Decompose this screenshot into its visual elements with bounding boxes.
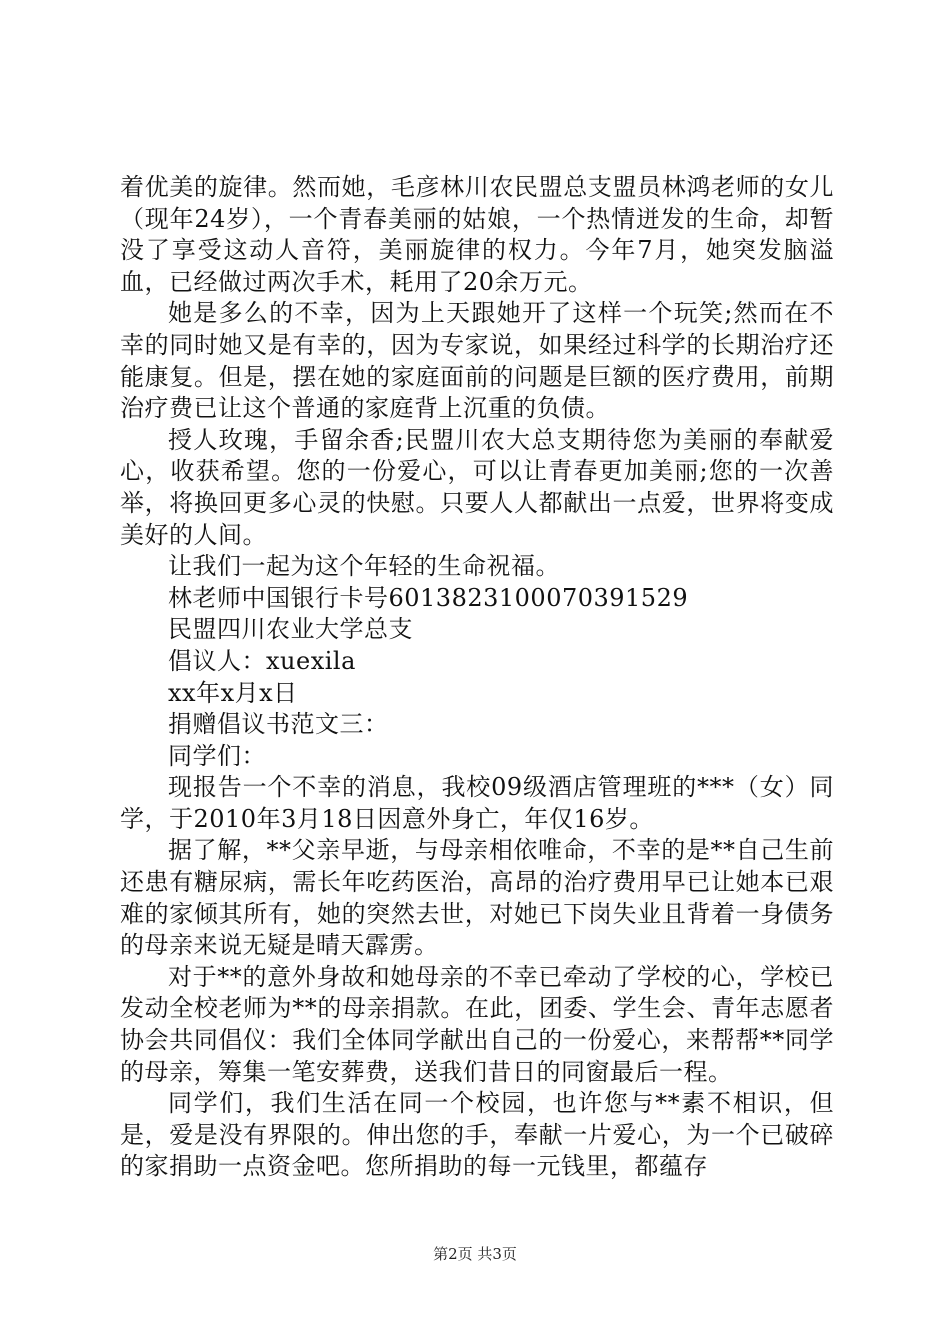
- initiator-line: 倡议人：xuexila: [168, 646, 356, 675]
- paragraph-3: 授人玫瑰，手留余香;民盟川农大总支期待您为美丽的奉献爱心，收获希望。您的一份爱心，可以让青春更加美丽;您的一次善举，将换回更多心灵的快慰。只要人人都献出一点爱，世界将变成美好的人间。: [120, 425, 834, 549]
- paragraph-4: 让我们一起为这个年轻的生命祝福。: [168, 552, 560, 581]
- organization-line: 民盟四川农业大学总支: [168, 615, 413, 644]
- paragraph-14: 同学们，我们生活在同一个校园，也许您与**素不相识，但是，爱是没有界限的。伸出您的手，奉献一片爱心，为一个已破碎的家捐助一点资金吧。您所捐助的每一元钱里，都蕴存: [120, 1089, 834, 1181]
- paragraph-11: 现报告一个不幸的消息，我校09级酒店管理班的***（女）同学，于2010年3月18日因意外身亡，年仅16岁。: [120, 773, 834, 833]
- paragraph-1: 着优美的旋律。然而她，毛彦林川农民盟总支盟员林鸿老师的女儿（现年24岁），一个青春美丽的姑娘，一个热情迸发的生命，却暂没了享受这动人音符，美丽旋律的权力。今年7月，她突发脑溢血，已经做过两次手术，耗用了20余万元。: [120, 173, 834, 296]
- paragraph-13: 对于**的意外身故和她母亲的不幸已牵动了学校的心，学校已发动全校老师为**的母亲捐款。在此，团委、学生会、青年志愿者协会共同倡仪：我们全体同学献出自己的一份爱心，来帮帮**同学的母亲，筹集一笔安葬费，送我们昔日的同窗最后一程。: [120, 962, 834, 1086]
- paragraph-12: 据了解，**父亲早逝，与母亲相依唯命，不幸的是**自己生前还患有糖尿病，需长年吃药医治，高昂的治疗费用早已让她本已艰难的家倾其所有，她的突然去世，对她已下岗失业且背着一身债务的母亲来说无疑是晴天霹雳。: [120, 836, 834, 960]
- document-body: [120, 172, 834, 1183]
- section-heading: 捐赠倡议书范文三：: [168, 710, 389, 739]
- salutation: 同学们：: [168, 741, 266, 770]
- page-footer: 第2页 共3页: [433, 1245, 517, 1263]
- date-line: xx年x月x日: [168, 678, 298, 707]
- paragraph-2: 她是多么的不幸，因为上天跟她开了这样一个玩笑;然而在不幸的同时她又是有幸的，因为专家说，如果经过科学的长期治疗还能康复。但是，摆在她的家庭面前的问题是巨额的医疗费用，前期治疗费已让这个普通的家庭背上沉重的负债。: [120, 299, 834, 423]
- bank-card-line: 林老师中国银行卡号6013823100070391529: [168, 583, 689, 612]
